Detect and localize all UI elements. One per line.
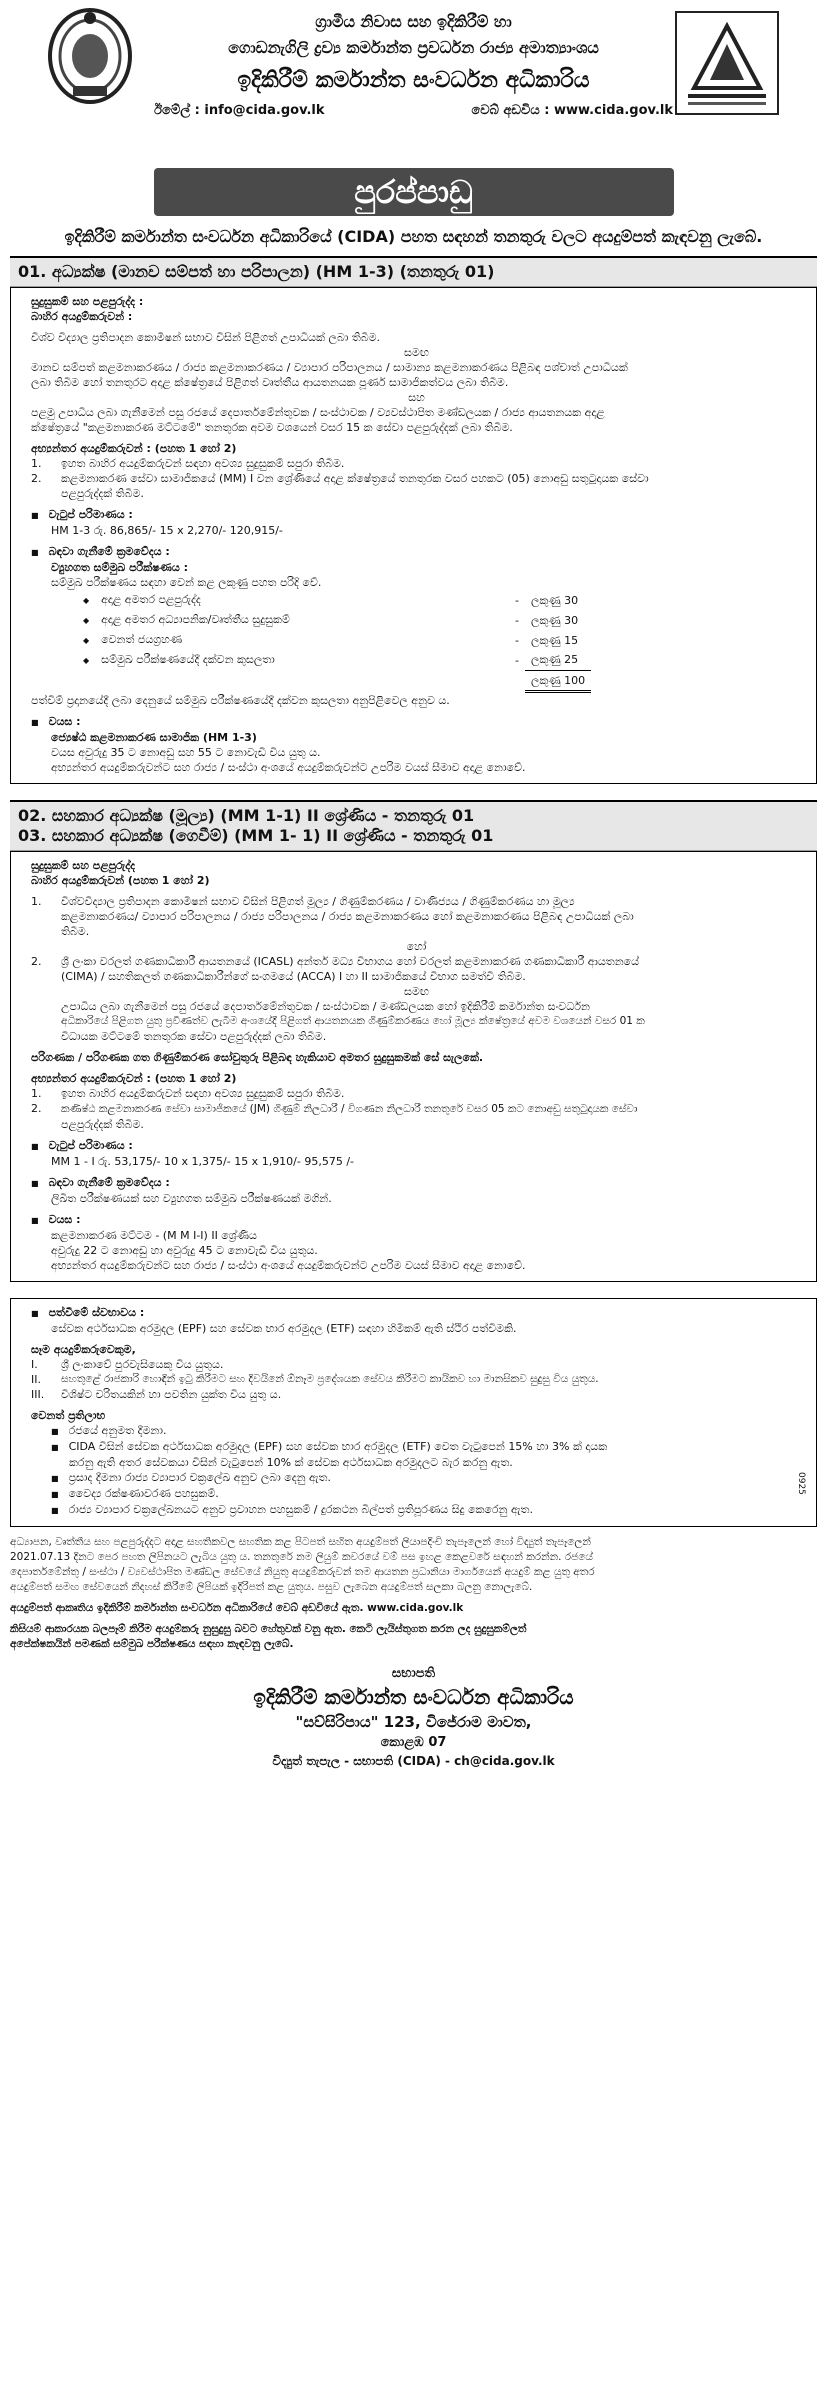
marks-total: ලකුණු 100 — [525, 670, 591, 691]
s2-external-label: බාහිර අයදුම්කරුවන් (පහත 1 හෝ 2) — [31, 873, 210, 887]
s1-salary: HM 1-3 රු. 86,865/- 15 x 2,270/- 120,915/- — [51, 524, 283, 537]
contact-email: විද්‍යුත් තැපැල - සභාපති (CIDA) - ch@cida.gov.lk — [272, 1753, 555, 1768]
marks-item — [77, 670, 509, 691]
s1-internal-1: 1. ඉහත බාහිර අයදුම්කරුවන් සඳහා අවශ්‍ය සුදුසුකම් සපුරා තිබීම. — [31, 457, 345, 470]
benefit-3: ■ ප්‍රසාද දීමනා රාජ්‍ය ව්‍යාපාර චක්‍රලේඛ අනුව ලබා දෙනු ඇත. — [51, 1470, 802, 1486]
marks-score: ලකුණු 15 — [530, 633, 579, 647]
side-code: 0925 — [796, 1471, 806, 1495]
s1-external-2a: මානව සම්පත් කළමනාකරණය / රාජ්‍ය කළමනාකරණය / ව්‍යාපාර පරිපාලනය / සාමාන්‍ය කළමනාකරණය පිළිබඳ පශ්චාත් උපාධියක් — [31, 361, 628, 374]
benefit-2a: ■ CIDA විසින් සේවක අර්ථසාධක අරමුදල (EPF) සහ සේවක භාර අරමුදල (ETF) වෙත වැටුපෙන් 15% හා 3% ක් දායක — [51, 1440, 607, 1453]
warning-line-2: අපේක්ෂකයින් පමණක් සම්මුඛ පරීක්ෂණය සඳහා කැඳවනු ලැබේ. — [10, 1637, 294, 1650]
sri-lanka-emblem-icon — [45, 6, 135, 106]
nature-label: ■ පත්වීමේ ස්වභාවය : — [31, 1305, 802, 1321]
signature-block — [10, 1666, 817, 1769]
section-2-title-1: 02. සහකාර අධ්‍යක්ෂ (මූල්‍ය) (MM 1-1) II ශ්‍රේණිය - තනතුරු 01 — [18, 805, 475, 825]
s2-age-note: අභ්‍යන්තර අයදුම්කරුවන්ට සහ රාජ්‍ය / සංස්ථා අංශයේ අයදුම්කරුවන්ට උපරිම වයස් සීමාව අදාළ නොවේ. — [51, 1258, 526, 1272]
marks-item: ◆ අදාළ අමතර පළපුරුද්ද — [77, 590, 509, 610]
s1-external-2b: ලබා තිබීම හෝ තනතුරට අදාළ ක්ෂේත්‍රයේ පිළිගත් වෘත්තීය ආයතනයක පූර්ණ සාමාජිකත්වය ලබා තිබීම. — [31, 376, 509, 389]
benefit-4: ■ වෛද්‍ය රක්ෂණාවරණ පහසුකම්. — [51, 1486, 802, 1502]
s1-internal-2-text — [61, 471, 649, 501]
s2-internal-1: 1. ඉහත බාහිර අයදුම්කරුවන් සඳහා අවශ්‍ය සුදුසුකම් සපුරා තිබීම. — [31, 1086, 345, 1100]
benefit-1: ■ රජයේ අනුමත දීමනා. — [51, 1423, 802, 1439]
s2-age-grade: කළමනාකරණ මට්ටම - (M M I-I) II ශ්‍රේණිය — [51, 1228, 257, 1242]
s1-marks-table — [77, 590, 591, 693]
s1-internal-1-text: ඉහත බාහිර අයදුම්කරුවන් සඳහා අවශ්‍ය සුදුසුකම් සපුරා තිබීම. — [61, 457, 345, 470]
s2-external-1-text — [61, 894, 634, 939]
marks-score: ලකුණු 30 — [530, 613, 579, 627]
marks-row — [77, 610, 591, 630]
marks-dash: - — [515, 653, 519, 667]
s1-interview-desc: සම්මුඛ පරීක්ෂණය සඳහා වෙන් කළ ලකුණු පහත පරිදි වේ. — [51, 576, 322, 589]
benefit-2b: කරනු ඇති අතර සේවකයා විසින් වැටුපෙන් 10% ක් සේවක අර්ථසාධක අරමුදලට බැර කරනු ඇත. — [69, 1455, 513, 1469]
s2-internal-label: අභ්‍යන්තර අයදුම්කරුවන් : (පහත 1 හෝ 2) — [31, 1071, 237, 1085]
s1-and-1: සමඟ — [403, 346, 430, 359]
section-2-title — [10, 800, 817, 851]
marks-item: ◆ අදාළ අමතර අධ්‍යාපනික/වෘත්තීය සුදුසුකම් — [77, 610, 509, 630]
marks-score: ලකුණු 25 — [530, 653, 579, 667]
s1-age-label: ■ වයස : — [31, 714, 802, 730]
s2-internal-2: 2. කණිෂ්ඨ කළමනාකරණ සේවා සාමාජිකයේ (JM) ගිණුම් නිලධාරී / විගණන නිලධාරී තනතුරේ වසර 05 කට නොඅඩු සතුටුදායක සේවා පළපුරුද්දක් තිබීම. — [31, 1101, 638, 1131]
nature-text: සේවක අර්ථසාධක අරමුදල (EPF) සහ සේවක භාර අරමුදල (ETF) සඳහා හිමිකම් ඇති ස්ථිර පත්වීමකි. — [51, 1321, 517, 1335]
other-benefits-label: වෙනත් ප්‍රතිලාභ — [31, 1408, 106, 1422]
marks-row — [77, 590, 591, 610]
signatory-org: ඉදිකිරීම් කර්මාන්ත සංවර්ධන අධිකාරිය — [253, 1684, 574, 1709]
s2-internal-1-text: ඉහත බාහිර අයදුම්කරුවන් සඳහා අවශ්‍ය සුදුසුකම් සපුරා තිබීම. — [61, 1086, 345, 1100]
s2-and: සමඟ — [403, 984, 430, 998]
general-2-text: සහතුළේ රාජකාරි හොඳින් ඉටු කිරීමට සහ දිවයිනේ ඕනෑම ප්‍රදේශයක සේවය කිරීමට කායිකව හා මානසිකව සුදුසු විය යුතුය. — [61, 1372, 599, 1385]
s1-external-3a: පළමු උපාධිය ලබා ගැනීමෙන් පසු රජයේ දෙපාර්තමේන්තුවක / සංස්ථාවක / ව්‍යවස්ථාපිත මණ්ඩලයක / රාජ්‍ය ආයතනයක අදාළ — [31, 406, 605, 419]
contact-row — [150, 103, 677, 118]
general-label: සෑම අයදුම්කරුවෙකුම, — [31, 1342, 136, 1356]
marks-row — [77, 630, 591, 650]
marks-item: ◆ සම්මුඛ පරීක්ෂණයේදී දක්වන කුසලතා — [77, 650, 509, 670]
advertisement-page — [10, 0, 817, 2404]
form-availability-text: අයදුම්පත් ආකෘතිය ඉදිකිරීම් කර්මාන්ත සංවර්ධන අධිකාරියේ වෙබ් අඩවියේ ඇත. www.cida.gov.lk — [10, 1601, 464, 1614]
s2-external-3c: විධායක මට්ටමේ තනතුරක සේවා පළපුරුද්දක් ලබා තිබීම. — [61, 1029, 327, 1043]
s1-age-note: අභ්‍යන්තර අයදුම්කරුවන්ට සහ රාජ්‍ය / සංස්ථා අංශයේ අයදුම්කරුවන්ට උපරිම වයස් සීමාව අදාළ නොවේ. — [51, 760, 526, 774]
benefit-5: ■ රාජ්‍ය ව්‍යාපාර චක්‍රලේඛනයට අනුව ප්‍රවාහන පහසුකම් / දුරකථන බිල්පත් ප්‍රතිපූරණය සිදු කෙරෙනු ඇත. — [51, 1502, 802, 1518]
general-3-text: විශිෂ්ට චරිතයකින් හා පවතින යුක්ත විය යුතු ය. — [61, 1387, 282, 1401]
section-3-title: 03. සහකාර අධ්‍යක්ෂ (ගෙවීම්) (MM 1- 1) II ශ්‍රේණිය - තනතුරු 01 — [18, 825, 494, 845]
s1-quals-label: සුදුසුකම් සහ පළපුරුද්ද : — [31, 295, 144, 308]
s2-method: ලිඛිත පරීක්ෂණයක් සහ ව්‍යුහගත සම්මුඛ පරීක්ෂණයක් මගින්. — [51, 1191, 332, 1205]
s1-external-3b: ක්ෂේත්‍රයේ "කළමනාකරණ මට්ටමේ" තනතුරක අවම වශයෙන් වසර 15 ක සේවා පළපුරුද්දක් ලබා තිබීම. — [31, 421, 513, 434]
section-1-title: 01. අධ්‍යක්ෂ (මානව සම්පත් හා පරිපාලන) (HM 1-3) (තනතුරු 01) — [10, 256, 817, 287]
s2-age-label: ■ වයස : — [31, 1212, 802, 1228]
s1-internal-2a: කළමනාකරණ සේවා සාමාජිකයේ (MM) I වන ශ්‍රේණියේ අදාළ ක්ෂේත්‍රයේ තනතුරක වසර පහකට (05) නොඅඩු සතුටුදායක සේවා — [61, 472, 649, 485]
address-line-2: කොළඹ 07 — [380, 1734, 447, 1750]
s2-external-2: 2. ශ්‍රී ලංකා වරලත් ගණකාධිකාරී ආයතනයේ (ICASL) අන්තර් මධ්‍ය විභාගය හෝ වරලත් කළමනාකරණ ගණකාධිකාරී ආයතනයේ (CIMA) / සහතිකලත් ගණකාධිකාරීන්ගේ සංගමයේ (ACCA) I හා II සාමාජිකයේ විභාග සමත්වී තිබීම. — [31, 954, 640, 983]
general-2: II. සහතුළේ රාජකාරි හොඳින් ඉටු කිරීමට සහ දිවයිනේ ඕනෑම ප්‍රදේශයක සේවය කිරීමට කායිකව හා මානසිකව සුදුසු විය යුතුය. — [31, 1372, 599, 1386]
instructions-line-4: අයදුම්පත් සමඟ සේවයෙන් නිදහස් කිරීමේ ලිපියක් ඉදිරිපත් කළ යුතුය. පසුව ලැබෙන අයදුම්පත් සලකා බලනු නොලැබේ. — [10, 1580, 533, 1593]
s1-age-grade: ජ්‍යෙෂ්ඨ කළමනාකරණ සාමාජික (HM 1-3) — [51, 730, 257, 744]
s1-internal-2: 2. කළමනාකරණ සේවා සාමාජිකයේ (MM) I වන ශ්‍රේණියේ අදාළ ක්ෂේත්‍රයේ තනතුරක වසර පහකට (05) නොඅඩු සතුටුදායක සේවා පළපුරුද්දක් තිබීම. — [31, 472, 649, 500]
s2-external-2a: ශ්‍රී ලංකා වරලත් ගණකාධිකාරී ආයතනයේ (ICASL) අන්තර් මධ්‍ය විභාගය හෝ වරලත් කළමනාකරණ ගණකාධිකාරී ආයතනයේ — [61, 954, 640, 968]
marks-score: ලකුණු 30 — [530, 593, 579, 607]
s2-age-text: අවුරුදු 22 ට නොඅඩු හා අවුරුදු 45 ට නොවැඩි විය යුතුය. — [51, 1243, 318, 1257]
s1-internal-label: අභ්‍යන්තර අයදුම්කරුවන් : (පහත 1 හෝ 2) — [31, 442, 237, 455]
instructions-line-2: 2021.07.13 දිනට පෙර පහත ලිපිනයට ලැබිය යුතු ය. තනතුරේ නම ලියුම් කවරයේ වම් පස ඉහළ කෙළවරේ සඳහන් කරන්න. රජයේ — [10, 1550, 593, 1563]
marks-dash: - — [515, 593, 519, 607]
s2-external-1: 1. විශ්වවිද්‍යාල ප්‍රතිපාදන කොමිෂන් සභාව විසින් පිළිගත් මූල්‍ය / ගිණුම්කරණය / වාණිජ්‍යය / ගිණුම්කරණය හා මූල්‍ය කළමනාකරණය/ ව්‍යාපාර පරිපාලනය / රාජ්‍ය පරිපාලනය / රාජ්‍ය කළමනාකරණය හෝ කළමනාකරණය පිළිබඳ උපාධියක් ලබා තිබීම. — [31, 894, 634, 938]
s1-interview-label: ව්‍යුහගත සම්මුඛ පරීක්ෂණය : — [51, 561, 189, 574]
marks-total-row — [77, 670, 591, 691]
general-3: III. විශිෂ්ට චරිතයකින් හා පවතින යුක්ත විය යුතු ය. — [31, 1387, 282, 1401]
marks-row — [77, 650, 591, 670]
section-1-body — [10, 287, 817, 784]
s2-method-label: ■ බඳවා ගැනීමේ ක්‍රමවේදය : — [31, 1175, 802, 1191]
s2-external-2-text — [61, 954, 639, 984]
instructions-line-3: දෙපාර්තමේන්තු / සංස්ථා / ව්‍යවස්ථාපිත මණ්ඩල සේවයේ නියුතු අයදුම්කරුවන් තම ආයතන ප්‍රධානියා මාර්ගයෙන් අයදුම් කළ යුතු අතර — [10, 1565, 595, 1578]
s2-external-2b: (CIMA) / සහතිකලත් ගණකාධිකාරීන්ගේ සංගමයේ (ACCA) I හා II සාමාජිකයේ විභාග සමත්වී තිබීම. — [61, 969, 526, 983]
s2-external-3b: අධිකාරියේ පිළිගත යුතු ප්‍රවීණත්ව ලැබීම අංශයේදී පිළිගත් ආයතනයක ගිණුම්කරණය හෝ මූල්‍ය ක්ෂේත්‍රයේ අවම වශයෙන් වසර 01 ක — [61, 1014, 645, 1027]
s2-salary: MM 1 - I රු. 53,175/- 10 x 1,375/- 15 x 1,910/- 95,575 /- — [51, 1154, 355, 1168]
s1-merit: පත්වීම් ප්‍රදානයේදී ලබා දෙනුයේ සම්මුඛ පරීක්ෂණයේදී දක්වන කුසලතා අනුපිළිවෙල අනුව ය. — [31, 693, 450, 707]
general-1: I. ශ්‍රී ලංකාවේ පුරවැසියෙකු විය යුතුය. — [31, 1357, 224, 1371]
header-text — [150, 12, 677, 118]
marks-dash: - — [515, 633, 519, 647]
s1-external-1: විශ්ව විද්‍යාල ප්‍රතිපාදන කොමිෂන් සභාව විසින් පිළිගත් උපාධියක් ලබා තිබීම. — [31, 331, 381, 344]
s1-internal-2b: පළපුරුද්දක් තිබීම. — [61, 487, 144, 500]
address-line-1: "සව්සිරිපාය" 123, විජේරාම මාවත, — [295, 1712, 532, 1731]
s1-age-text: වයස අවුරුදු 35 ට නොඅඩු සහ 55 ට නොවැඩි විය යුතු ය. — [51, 745, 321, 759]
organization-name: ඉදිකිරීම් කර්මාන්ත සංවර්ධන අධිකාරිය — [237, 68, 590, 93]
s2-internal-2b: පළපුරුද්දක් තිබීම. — [61, 1117, 144, 1131]
signatory-title: සභාපති — [391, 1665, 436, 1681]
s1-external-label: බාහිර අයදුම්කරුවන් : — [31, 310, 133, 323]
website-text: වෙබ් අඩවිය : www.cida.gov.lk — [471, 103, 673, 118]
s2-or: හෝ — [406, 939, 427, 953]
s1-salary-label: ■ වැටුප් පරිමාණය : — [31, 507, 802, 523]
application-instructions — [10, 1535, 817, 1652]
s2-salary-label: ■ වැටුප් පරිමාණය : — [31, 1138, 802, 1154]
marks-dash: - — [515, 613, 519, 627]
instructions-line-1: අධ්‍යාපන, වෘත්තීය සහ පළපුරුද්දට අදාළ සහතිකවල සහතික කළ පිටපත් සහිත අයදුම්පත් ලියාපදිංචි තැපෑලෙන් හෝ විද්‍යුත් තැපෑලෙන් — [10, 1535, 591, 1548]
warning-line-1: කිසියම් ආකාරයක බලපෑම් කිරීම අයදුම්කරු නුසුදුසු බවට හේතුවක් වනු ඇත. කෙටි ලැයිස්තුගත කරන ලද සුදුසුකම්ලත් — [10, 1622, 527, 1635]
marks-item: ◆ වෙනත් ජයග්‍රහණ — [77, 630, 509, 650]
header — [10, 0, 817, 168]
s2-internal-2-text — [61, 1101, 637, 1132]
s1-method-label: ■ බඳවා ගැනීමේ ක්‍රමවේදය : — [31, 544, 802, 560]
s2-internal-2a: කණිෂ්ඨ කළමනාකරණ සේවා සාමාජිකයේ (JM) ගිණුම් නිලධාරී / විගණන නිලධාරී තනතුරේ වසර 05 කට නොඅඩු සතුටුදායක සේවා — [61, 1102, 638, 1115]
email-text: ඊමේල් : info@cida.gov.lk — [154, 103, 325, 118]
s2-external-1b: කළමනාකරණය/ ව්‍යාපාර පරිපාලනය / රාජ්‍ය පරිපාලනය / රාජ්‍ය කළමනාකරණය හෝ කළමනාකරණය පිළිබඳ උපාධියක් ලබා — [61, 909, 634, 923]
s2-external-3a: උපාධිය ලබා ගැනීමෙන් පසු රජයේ දෙපාර්තමේන්තුවක / සංස්ථාවක / මණ්ඩලයක හෝ ඉදිකිරීම් කර්මාන්ත සංවර්ධන — [61, 999, 590, 1013]
s2-external-1c: තිබීම. — [61, 924, 90, 938]
general-conditions — [10, 1298, 817, 1527]
s2-quals-label: සුදුසුකම් සහ පළපුරුද්ද — [31, 858, 136, 872]
s1-and-2: සහ — [408, 391, 425, 404]
cida-logo-icon — [672, 8, 782, 118]
s2-external-1a: විශ්වවිද්‍යාල ප්‍රතිපාදන කොමිෂන් සභාව විසින් පිළිගත් මූල්‍ය / ගිණුම්කරණය / වාණිජ්‍යය / ගිණුම්කරණය හා මූල්‍ය — [61, 894, 575, 908]
intro-text: ඉදිකිරීම් කර්මාන්ත සංවර්ධන අධිකාරියේ (CIDA) පහත සඳහන් තනතුරු වලට අයදුම්පත් කැඳවනු ලැබේ. — [64, 227, 763, 246]
s2-note: පරිගණක / පරිගණක ගත ගිණුම්කරණ සෝවුතුරු පිළිබඳ හැකියාව අමතර සුදුසුකමක් සේ සැලකේ. — [31, 1050, 484, 1064]
ministry-line-2: ගොඩනැගිලි ද්‍රව්‍ය කර්මාන්ත ප්‍රවර්ධන රාජ්‍ය අමාත්‍යාංශය — [228, 38, 599, 57]
general-1-text: ශ්‍රී ලංකාවේ පුරවැසියෙකු විය යුතුය. — [61, 1357, 224, 1371]
ministry-line-1: ග්‍රාමීය නිවාස සහ ඉදිකිරීම් හා — [315, 12, 512, 31]
benefit-2 — [51, 1439, 802, 1470]
vacancies-banner: පුරප්පාඩු — [154, 168, 674, 216]
